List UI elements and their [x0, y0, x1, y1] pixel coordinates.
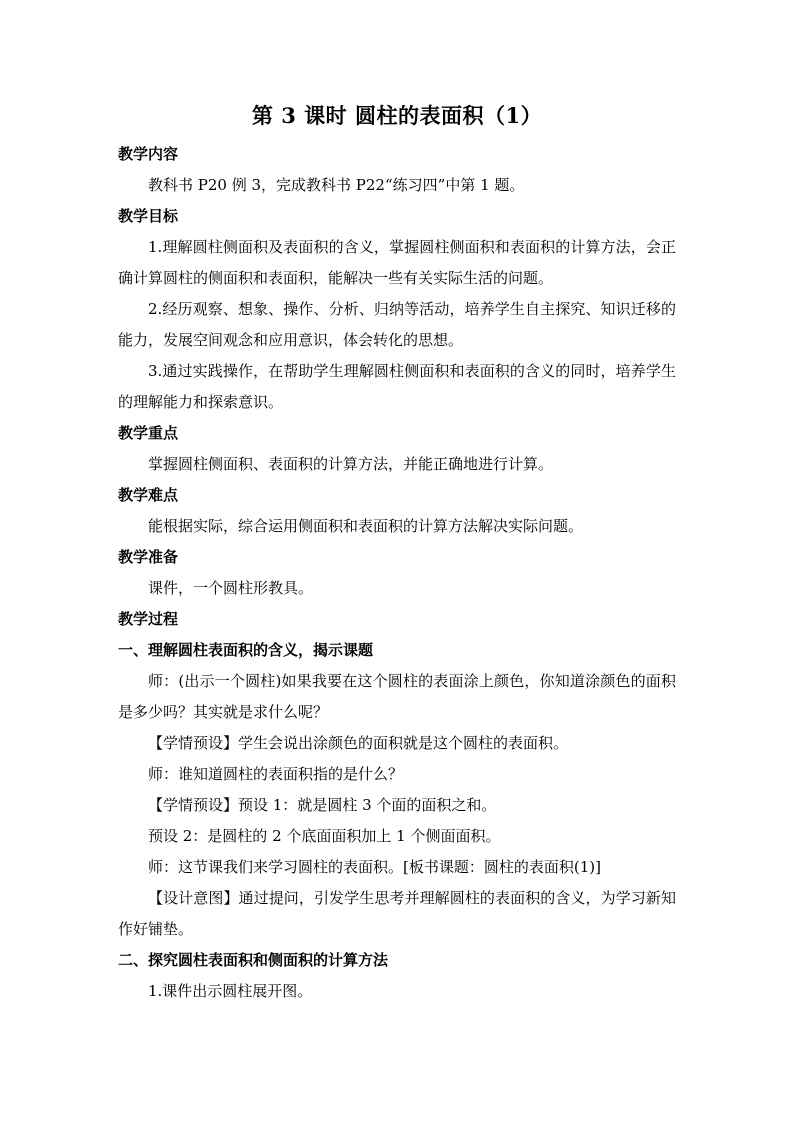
section-heading: 教学目标 [118, 207, 179, 225]
section-heading: 教学内容 [118, 145, 179, 163]
section-heading: 一、理解圆柱表面积的含义，揭示课题 [118, 641, 374, 659]
section-heading: 教学难点 [118, 486, 179, 504]
section-preparation [118, 542, 676, 604]
section-difficulties [118, 480, 676, 542]
paragraph: 掌握圆柱侧面积、表面积的计算方法，并能正确地进行计算。 [148, 455, 554, 473]
paragraph: 1.课件出示圆柱展开图。 [148, 982, 313, 1000]
section-key-points [118, 418, 676, 480]
paragraph: 师：谁知道圆柱的表面积指的是什么？ [148, 765, 404, 783]
paragraph: 课件，一个圆柱形教具。 [148, 579, 314, 597]
paragraph: 【学情预设】预设 1：就是圆柱 3 个面的面积之和。 [148, 796, 497, 814]
paragraph: 【设计意图】通过提问，引发学生思考并理解圆柱的表面积的含义，为学习新知作好铺垫。 [118, 889, 676, 938]
section-teaching-objectives [118, 201, 676, 418]
section-heading: 二、探究圆柱表面积和侧面积的计算方法 [118, 951, 389, 969]
paragraph: 师：(出示一个圆柱)如果我要在这个圆柱的表面涂上颜色，你知道涂颜色的面积是多少吗？其实就是求什么呢？ [118, 672, 676, 721]
section-part-one [118, 635, 676, 945]
document-title: 第 3 课时 圆柱的表面积（1） [251, 103, 543, 128]
section-heading: 教学准备 [118, 548, 179, 566]
section-teaching-content [118, 139, 676, 201]
paragraph: 教科书 P20 例 3，完成教科书 P22“练习四”中第 1 题。 [148, 176, 525, 194]
paragraph: 2.经历观察、想象、操作、分析、归纳等活动，培养学生自主探究、知识迁移的能力，发展空间观念和应用意识，体会转化的思想。 [118, 300, 676, 349]
section-part-two [118, 945, 676, 1007]
paragraph: 师：这节课我们来学习圆柱的表面积。[板书课题：圆柱的表面积(1)] [148, 858, 601, 876]
paragraph: 3.通过实践操作，在帮助学生理解圆柱侧面积和表面积的含义的同时，培养学生的理解能力和探索意识。 [118, 362, 676, 411]
paragraph: 预设 2：是圆柱的 2 个底面面积加上 1 个侧面面积。 [148, 827, 501, 845]
paragraph: 能根据实际，综合运用侧面积和表面积的计算方法解决实际问题。 [148, 517, 584, 535]
paragraph: 1.理解圆柱侧面积及表面积的含义，掌握圆柱侧面积和表面积的计算方法，会正确计算圆柱的侧面积和表面积，能解决一些有关实际生活的问题。 [118, 238, 676, 287]
section-heading: 教学重点 [118, 424, 179, 442]
section-heading: 教学过程 [118, 610, 179, 628]
paragraph: 【学情预设】学生会说出涂颜色的面积就是这个圆柱的表面积。 [148, 734, 569, 752]
section-teaching-process [118, 604, 676, 635]
